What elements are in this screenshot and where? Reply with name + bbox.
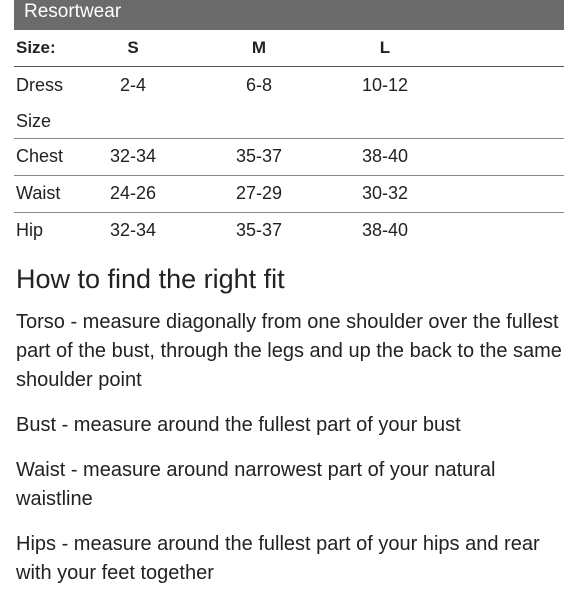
cell-value: 35-37 — [235, 146, 283, 166]
table-row — [14, 139, 564, 176]
cell-value: 32-34 — [109, 146, 157, 166]
cell-value: 24-26 — [109, 183, 157, 203]
row-label: Hip — [16, 220, 44, 240]
table-row — [14, 67, 564, 139]
section-title: Resortwear — [24, 1, 122, 22]
fit-guide-item-torso: Torso - measure diagonally from one shoulder over the fullest part of the bust, through the legs and up the back to the same shoulder point — [16, 311, 562, 391]
table-row — [14, 213, 564, 250]
size-chart-table — [14, 30, 564, 250]
cell-value: 38-40 — [361, 220, 409, 240]
fit-guide-item-bust: Bust - measure around the fullest part of your bust — [16, 414, 461, 436]
fit-guide-item-waist: Waist - measure around narrowest part of your natural waistline — [16, 459, 496, 510]
table-row — [14, 176, 564, 213]
section-title-bar — [14, 0, 564, 30]
column-header-m: M — [251, 38, 267, 57]
cell-value: 35-37 — [235, 220, 283, 240]
cell-value: 10-12 — [361, 75, 409, 95]
fit-guide-title: How to find the right fit — [16, 264, 285, 294]
cell-value: 2-4 — [119, 75, 146, 95]
table-header-row — [14, 30, 564, 67]
column-header-s: S — [127, 38, 139, 57]
row-label: Dress Size — [16, 75, 64, 131]
column-header-l: L — [379, 38, 391, 57]
cell-value: 27-29 — [235, 183, 283, 203]
fit-guide — [16, 258, 566, 604]
fit-guide-item-hips: Hips - measure around the fullest part of your hips and rear with your feet together — [16, 533, 540, 584]
cell-value: 32-34 — [109, 220, 157, 240]
cell-value: 38-40 — [361, 146, 409, 166]
cell-value: 30-32 — [361, 183, 409, 203]
row-label: Chest — [16, 146, 64, 166]
row-label: Waist — [16, 183, 61, 203]
column-header-size: Size: — [16, 38, 56, 57]
cell-value: 6-8 — [245, 75, 272, 95]
